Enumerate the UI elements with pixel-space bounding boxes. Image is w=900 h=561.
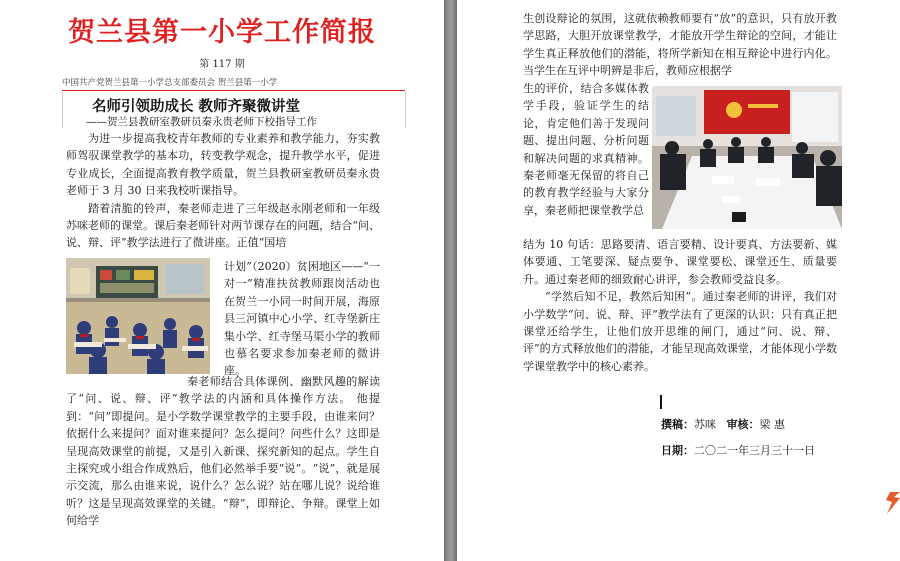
article-body-intro bbox=[66, 130, 380, 252]
publisher-line: 中国共产党贺兰县第一小学总支部委员会 贺兰县第一小学 bbox=[62, 78, 278, 88]
masthead-rule bbox=[62, 90, 405, 91]
paragraph: “学然后知不足，教然后知困”。通过秦老师的讲评，我们对小学数学“问、说、辩、评”教学法有了更深的认识：只有真正把课堂还给学生，让他们放开思维的闸门，通过“问、说、辩、评”的方式释放他们的潜能，才能呈现高效课堂，才能体现小学数学课堂教学中的核心素养。 bbox=[523, 290, 837, 373]
article-body-continued bbox=[523, 10, 837, 80]
paragraph: 生创设辩论的氛围，这就依赖教师要有“放”的意识，只有放开教学思路，大胆开放课堂教学，才能放开学生辩论的空间，才能让学生真正释放他们的潜能，将所学新知在相互辩论中进行内化。当学生在互评中明辨是非后，教师应根据学 bbox=[523, 12, 837, 78]
paragraph: 结为 10 句话：思路要清、语言要精、设计要真、方法要新、媒体要通、工笔要深、疑点要争、课堂要松、课堂还生、质量要升。通过秦老师的细致耐心讲评，参会教师受益良多。 bbox=[523, 238, 837, 286]
author-label: 撰稿： bbox=[661, 418, 694, 431]
classroom-photo bbox=[66, 258, 210, 374]
meeting-photo-image bbox=[652, 86, 842, 229]
article-body-conclusion bbox=[523, 236, 837, 375]
paragraph: 计划”（2020）贫困地区——“一对一”精准扶贫教师跟岗活动也在贺兰一小同一时间开展，海原县三河镇中心小学、红寺堡新庄集小学、红寺堡马渠小学的教师也慕名要求参加秦老师的微讲座。 bbox=[224, 260, 380, 378]
date-label: 日期： bbox=[661, 444, 694, 457]
text-cursor bbox=[660, 395, 662, 409]
classroom-photo-image bbox=[66, 258, 210, 374]
issue-number: 第 117 期 bbox=[199, 59, 245, 70]
paragraph: 为进一步提高我校青年教师的专业素养和教学能力，夯实教师驾驭课堂教学的基本功，转变教学观念，提升教学水平，促进专业成长，全面提高教育教学质量，贺兰县教研室教研员秦永贵老师于 3 月 30 日来我校听课指导。 bbox=[66, 132, 380, 198]
article-title: 名师引领助成长 教师齐聚微讲堂 bbox=[92, 98, 301, 115]
credits-date bbox=[661, 442, 815, 458]
document-page-right bbox=[457, 0, 900, 561]
author-name: 苏咪 bbox=[694, 418, 716, 431]
document-page-left bbox=[0, 0, 444, 561]
article-body-method bbox=[66, 373, 380, 530]
newsletter-masthead: 贺兰县第一小学工作简报 bbox=[68, 17, 376, 48]
paragraph: 踏着清脆的铃声，秦老师走进了三年级赵永刚老师和一年级苏咪老师的课堂。课后秦老师针对两节课存在的问题，结合“问、说、辩、评”教学法进行了微讲座。正值“国培 bbox=[66, 201, 380, 250]
article-body-beside-photo bbox=[224, 258, 380, 380]
paragraph: 生的评价，结合多媒体教学手段，验证学生的结论，肯定他们善于发现问题、提出问题、分析问题和解决问题的求真精神。秦老师毫无保留的将自己的教育教学经验与大家分享，秦老师把课堂教学总 bbox=[523, 82, 649, 217]
credits-author-reviewer bbox=[661, 416, 785, 432]
meeting-photo bbox=[652, 86, 842, 229]
page-gutter bbox=[444, 0, 457, 561]
publish-date: 二〇二一年三月三十一日 bbox=[694, 444, 815, 457]
reviewer-label: 审核： bbox=[726, 418, 760, 431]
article-body-beside-meeting-photo bbox=[523, 80, 649, 219]
side-toolbar-icon[interactable] bbox=[884, 492, 900, 514]
paragraph: 秦老师结合具体课例、幽默风趣的解读了“问、说、辩、评”教学法的内涵和具体操作方法。 他提到：“问”即提问。是小学数学课堂教学的主要手段，由谁来问？依据什么来提问？面对谁来提问？怎么提问？问些什么？这即是呈现高效课堂的前提，又是引入新课、探究新知的起点。学生自主探究或小组合作成熟后，他们必然举手要“说”。“说”，就是展示交流，那么由谁来说，说什么？怎么说？站在哪儿说？说给谁听？这是呈现高效课堂的关键。“辩”，即辩论、争辩。课堂上如何给学 bbox=[66, 375, 380, 528]
article-subtitle: ——贺兰县教研室教研员秦永贵老师下校指导工作 bbox=[86, 116, 317, 128]
reviewer-name: 梁 惠 bbox=[759, 418, 785, 431]
